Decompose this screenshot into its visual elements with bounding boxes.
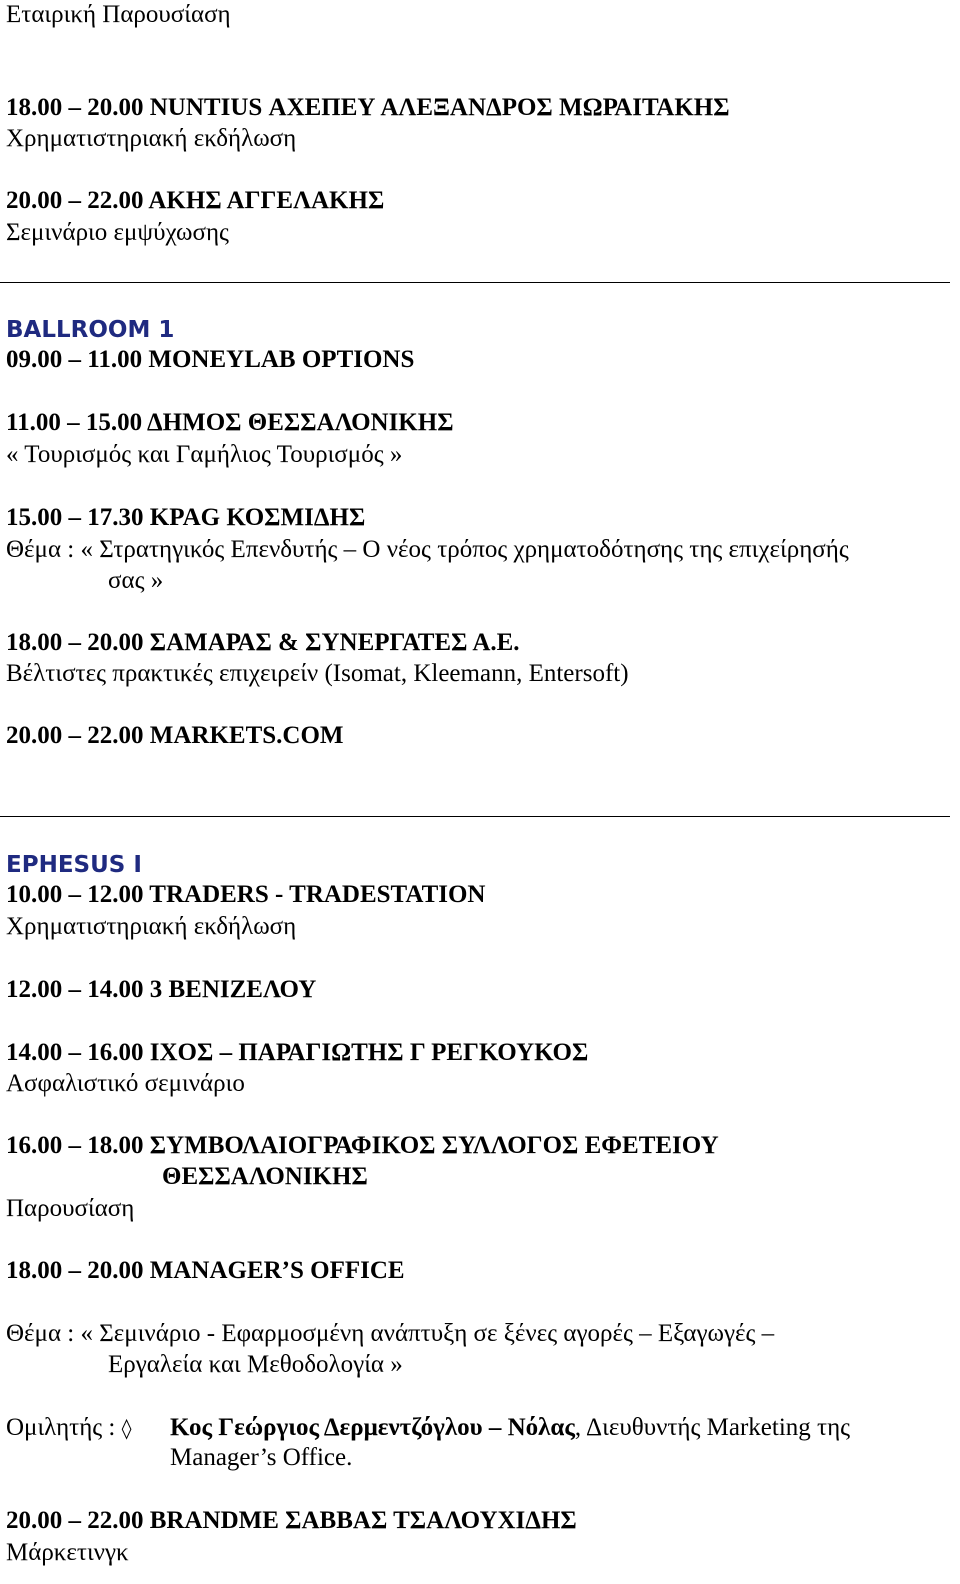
event-title-continued: ΘΕΣΣΑΛΟΝΙΚΗΣ xyxy=(162,1163,368,1190)
speaker-role: , Διευθυντής Marketing της Manager’s Office. xyxy=(170,1414,851,1471)
speaker-details xyxy=(170,1413,930,1473)
event-title: 15.00 – 17.30 KPAG ΚΟΣΜΙΔΗΣ xyxy=(6,504,366,531)
event-description: Σεμινάριο εμψύχωσης xyxy=(6,219,229,246)
event-description: « Τουρισμός και Γαμήλιος Τουρισμός » xyxy=(6,441,403,468)
event-title: 10.00 – 12.00 TRADERS - TRADESTATION xyxy=(6,881,486,908)
event-title: 20.00 – 22.00 MARKETS.COM xyxy=(6,722,344,749)
event-description: Παρουσίαση xyxy=(6,1195,135,1222)
event-title: 12.00 – 14.00 3 ΒΕΝΙΖΕΛΟΥ xyxy=(6,976,317,1003)
event-title: 20.00 – 22.00 BRANDME ΣΑΒΒΑΣ ΤΣΑΛΟΥΧΙΔΗΣ xyxy=(6,1507,577,1534)
event-title: 09.00 – 11.00 MONEYLAB OPTIONS xyxy=(6,346,415,373)
event-title: 18.00 – 20.00 ΣΑΜΑΡΑΣ & ΣΥΝΕΡΓΑΤΕΣ Α.Ε. xyxy=(6,629,520,656)
event-topic-continued: Εργαλεία και Μεθοδολογία » xyxy=(108,1351,403,1378)
event-description-continued: σας » xyxy=(108,567,164,594)
event-description: Ασφαλιστικό σεμινάριο xyxy=(6,1070,245,1097)
section-heading-ephesus: EPHESUS I xyxy=(6,852,142,878)
event-title: 18.00 – 20.00 MANAGER’S OFFICE xyxy=(6,1257,405,1284)
event-description: Χρηματιστηριακή εκδήλωση xyxy=(6,913,297,940)
section-heading-ballroom: BALLROOM 1 xyxy=(6,317,175,343)
speaker-name: Κος Γεώργιος Δερμεντζόγλου – Νόλας xyxy=(170,1414,575,1441)
section-divider xyxy=(0,816,950,817)
diamond-bullet-icon: ◊ xyxy=(121,1416,132,1440)
event-title: 11.00 – 15.00 ΔΗΜΟΣ ΘΕΣΣΑΛΟΝΙΚΗΣ xyxy=(6,409,454,436)
section-divider xyxy=(0,282,950,283)
intro-text: Εταιρική Παρουσίαση xyxy=(6,1,231,28)
speaker-line xyxy=(6,1413,132,1443)
event-description: Μάρκετινγκ xyxy=(6,1539,129,1566)
event-title: 14.00 – 16.00 ΙΧΟΣ – ΠΑΡΑΓΙΩΤΗΣ Γ ΡΕΓΚΟΥΚΟΣ xyxy=(6,1039,589,1066)
event-description: Βέλτιστες πρακτικές επιχειρείν (Isomat, Kleemann, Entersoft) xyxy=(6,660,629,687)
event-topic: Θέμα : « Σεμινάριο - Εφαρμοσμένη ανάπτυξη σε ξένες αγορές – Εξαγωγές – xyxy=(6,1320,775,1347)
speaker-label: Ομιλητής : xyxy=(6,1414,116,1441)
event-title: 18.00 – 20.00 NUNTIUS ΑΧΕΠΕΥ ΑΛΕΞΑΝΔΡΟΣ ΜΩΡΑΙΤΑΚΗΣ xyxy=(6,94,730,121)
event-title: 20.00 – 22.00 ΑΚΗΣ ΑΓΓΕΛΑΚΗΣ xyxy=(6,187,385,214)
event-title: 16.00 – 18.00 ΣΥΜΒΟΛΑΙΟΓΡΑΦΙΚΟΣ ΣΥΛΛΟΓΟΣ ΕΦΕΤΕΙΟΥ xyxy=(6,1132,719,1159)
event-description: Χρηματιστηριακή εκδήλωση xyxy=(6,125,297,152)
event-description: Θέμα : « Στρατηγικός Επενδυτής – Ο νέος τρόπος χρηματοδότησης της επιχείρησής xyxy=(6,536,849,563)
